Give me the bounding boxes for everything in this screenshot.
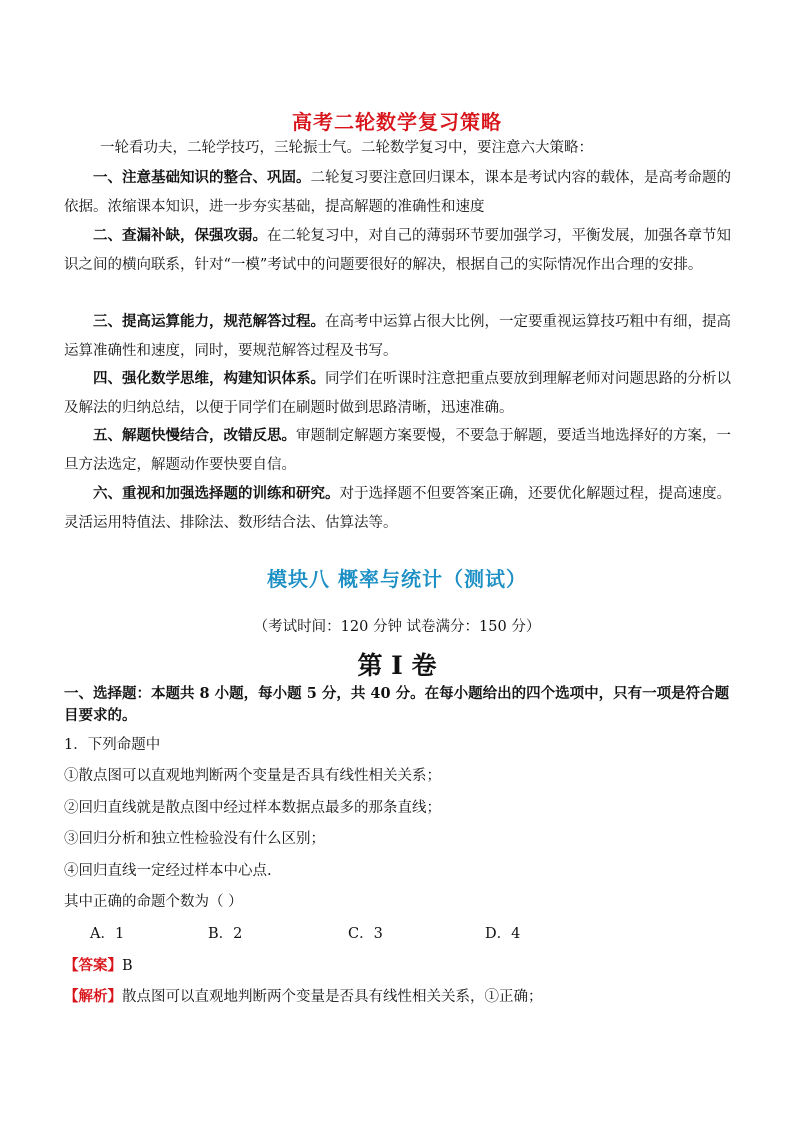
strategy-item-body: 在高考中运算占很大比例，一定要重视运算技巧粗中有细，提高运算准确性和速度，同时，要规范解答过程及书写。 [64,314,731,359]
option-a: A．1 [90,926,125,942]
strategy-item-head: 二、查漏补缺，保强攻弱。 [93,227,267,244]
question-stem: 1．下列命题中 [64,737,161,753]
statement-4: ④回归直线一定经过样本中心点. [64,863,272,879]
statement-2: ②回归直线就是散点图中经过样本数据点最多的那条直线； [64,800,441,816]
option-d: D．4 [485,926,521,942]
section-instructions: 一、选择题：本题共 8 小题，每小题 5 分，共 40 分。在每小题给出的四个选项中，只有一项是符合题目要求的。 [64,685,730,724]
strategy-item-body: 对于选择题不但要答案正确，还要优化解题过程，提高速度。灵活运用特值法、排除法、数形结合法、估算法等。 [64,486,731,531]
option-c: C．3 [348,926,383,942]
strategy-item-body: 二轮复习要注意回归课本，课本是考试内容的载体，是高考命题的依据。浓缩课本知识，进一步夯实基础，提高解题的准确性和速度 [64,170,731,215]
strategy-item-2 [64,221,734,280]
strategy-item-5 [64,421,734,480]
answer-line [64,954,133,975]
statement-1: ①散点图可以直观地判断两个变量是否具有线性相关关系； [64,768,441,784]
strategy-item-body: 同学们在听课时注意把重点要放到理解老师对问题思路的分析以及解法的归纳总结，以便于同学们在刷题时做到思路清晰，迅速准确。 [64,371,731,416]
strategy-item-body: 在二轮复习中，对自己的薄弱环节要加强学习，平衡发展，加强各章节知识之间的横向联系，针对“一模”考试中的问题要很好的解决，根据自己的实际情况作出合理的安排。 [64,228,731,273]
answer-value: B [122,958,133,974]
answer-tag: 【答案】 [64,957,122,974]
strategy-item-1 [64,163,734,222]
strategy-item-head: 四、强化数学思维，构建知识体系。 [93,370,325,387]
option-b: B．2 [208,926,243,942]
analysis-text: 散点图可以直观地判断两个变量是否具有线性相关关系，①正确； [122,989,543,1005]
strategy-item-head: 三、提高运算能力，规范解答过程。 [93,313,325,330]
strategy-item-head: 五、解题快慢结合，改错反思。 [93,427,296,444]
volume-heading: 第 I 卷 [357,651,437,680]
strategy-item-body: 审题制定解题方案要慢，不要急于解题，要适当地选择好的方案，一旦方法选定，解题动作要快要自信。 [64,428,731,473]
strategy-intro [64,134,734,163]
question-prompt: 其中正确的命题个数为（ ） [64,894,243,910]
analysis-tag: 【解析】 [64,988,122,1005]
statement-3: ③回归分析和独立性检验没有什么区别； [64,831,325,847]
strategy-item-6 [64,479,734,538]
strategy-intro-text: 一轮看功夫，二轮学技巧，三轮振士气。二轮数学复习中，要注意六大策略： [100,140,593,156]
analysis-line [64,985,543,1006]
strategy-item-4 [64,364,734,423]
strategy-item-head: 一、注意基础知识的整合、巩固。 [93,169,311,186]
exam-title: 模块八 概率与统计（测试） [267,567,527,591]
exam-meta: （考试时间：120 分钟 试卷满分：150 分） [253,619,541,635]
strategy-item-head: 六、重视和加强选择题的训练和研究。 [93,485,340,502]
strategy-item-3 [64,307,734,366]
strategy-title: 高考二轮数学复习策略 [292,110,502,134]
